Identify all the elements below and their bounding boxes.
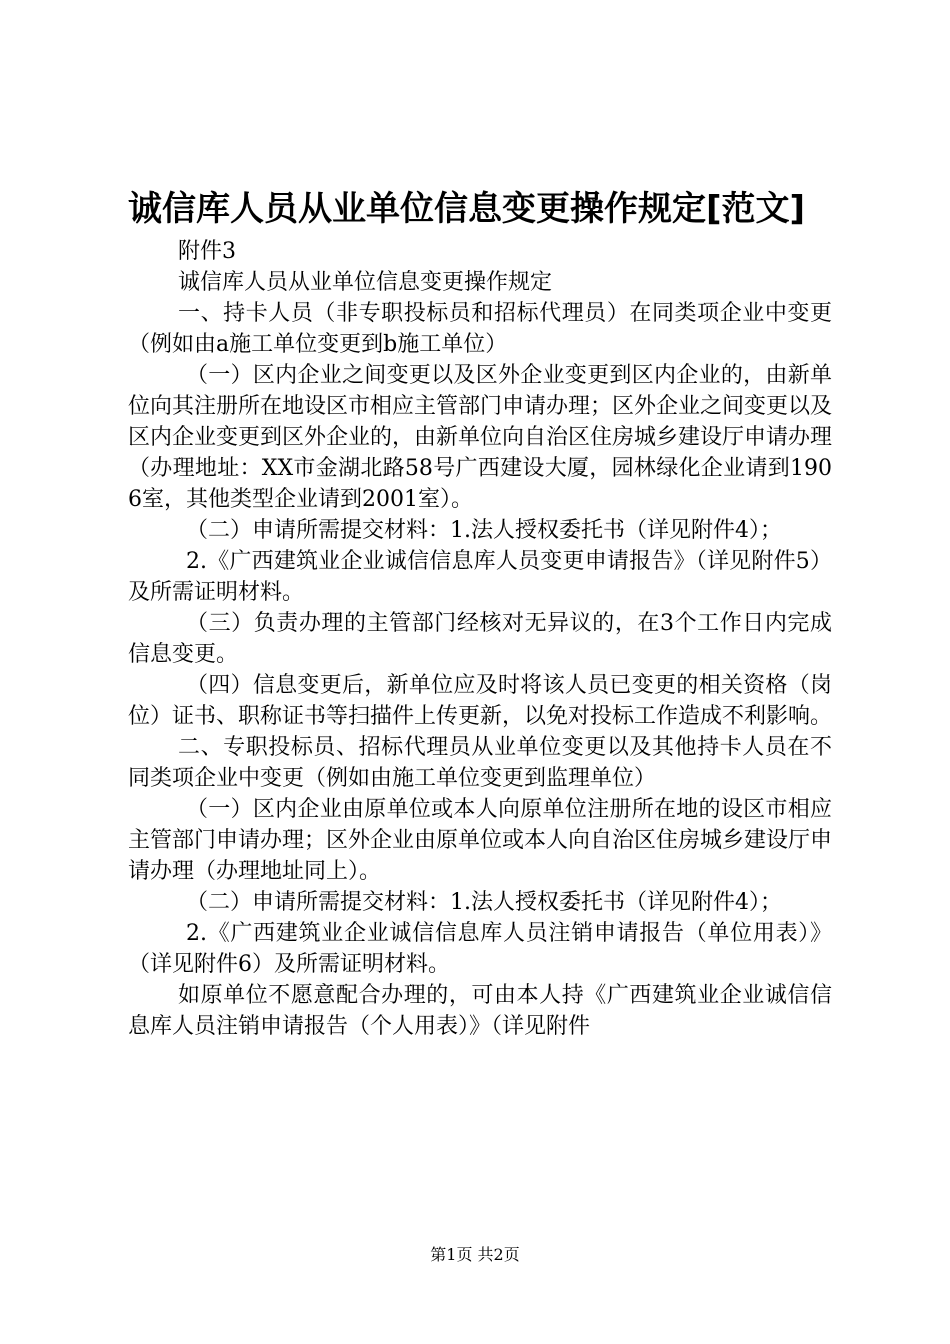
paragraph-2-2: （二）申请所需提交材料：1.法人授权委托书（详见附件4）； — [186, 890, 782, 915]
paragraph-1-2: （二）申请所需提交材料：1.法人授权委托书（详见附件4）； — [186, 518, 782, 543]
paragraph-section-1: 一、持卡人员（非专职投标员和招标代理员）在同类项企业中变更（例如由a施工单位变更到b施工单位） — [128, 301, 832, 357]
paragraph-2-2-item-2: 2.《广西建筑业企业诚信信息库人员注销申请报告（单位用表）》（详见附件6）及所需证明材料。 — [128, 921, 832, 977]
paragraph-section-2: 二、专职投标员、招标代理员从业单位变更以及其他持卡人员在不同类项企业中变更（例如由施工单位变更到监理单位） — [128, 735, 832, 791]
paragraph-1-1: （一）区内企业之间变更以及区外企业变更到区内企业的，由新单位向其注册所在地设区市相应主管部门申请办理；区外企业之间变更以及区内企业变更到区外企业的，由新单位向自治区住房城乡建设厅申请办理（办理地址：XX市金湖北路58号广西建设大厦，园林绿化企业请到1906室，其他类型企业请到2001室）。 — [128, 363, 833, 512]
paragraph-2-1: （一）区内企业由原单位或本人向原单位注册所在地的设区市相应主管部门申请办理；区外企业由原单位或本人向自治区住房城乡建设厅申请办理（办理地址同上）。 — [128, 797, 833, 884]
paragraph-attachment-label: 附件3 — [178, 239, 236, 264]
paragraph-2-note: 如原单位不愿意配合办理的，可由本人持《广西建筑业企业诚信信息库人员注销申请报告（个人用表）》（详见附件 — [128, 983, 832, 1039]
paragraph-1-4: （四）信息变更后，新单位应及时将该人员已变更的相关资格（岗位）证书、职称证书等扫描件上传更新，以免对投标工作造成不利影响。 — [128, 673, 833, 729]
paragraph-subtitle: 诚信库人员从业单位信息变更操作规定 — [178, 270, 553, 295]
document-body — [128, 236, 832, 1042]
paragraph-1-2-item-2: 2.《广西建筑业企业诚信信息库人员变更申请报告》（详见附件5）及所需证明材料。 — [128, 549, 832, 605]
document-title: 诚信库人员从业单位信息变更操作规定[范文] — [128, 189, 806, 229]
paragraph-1-3: （三）负责办理的主管部门经核对无异议的，在3个工作日内完成信息变更。 — [128, 611, 832, 667]
page-footer: 第1页 共2页 — [430, 1245, 520, 1264]
